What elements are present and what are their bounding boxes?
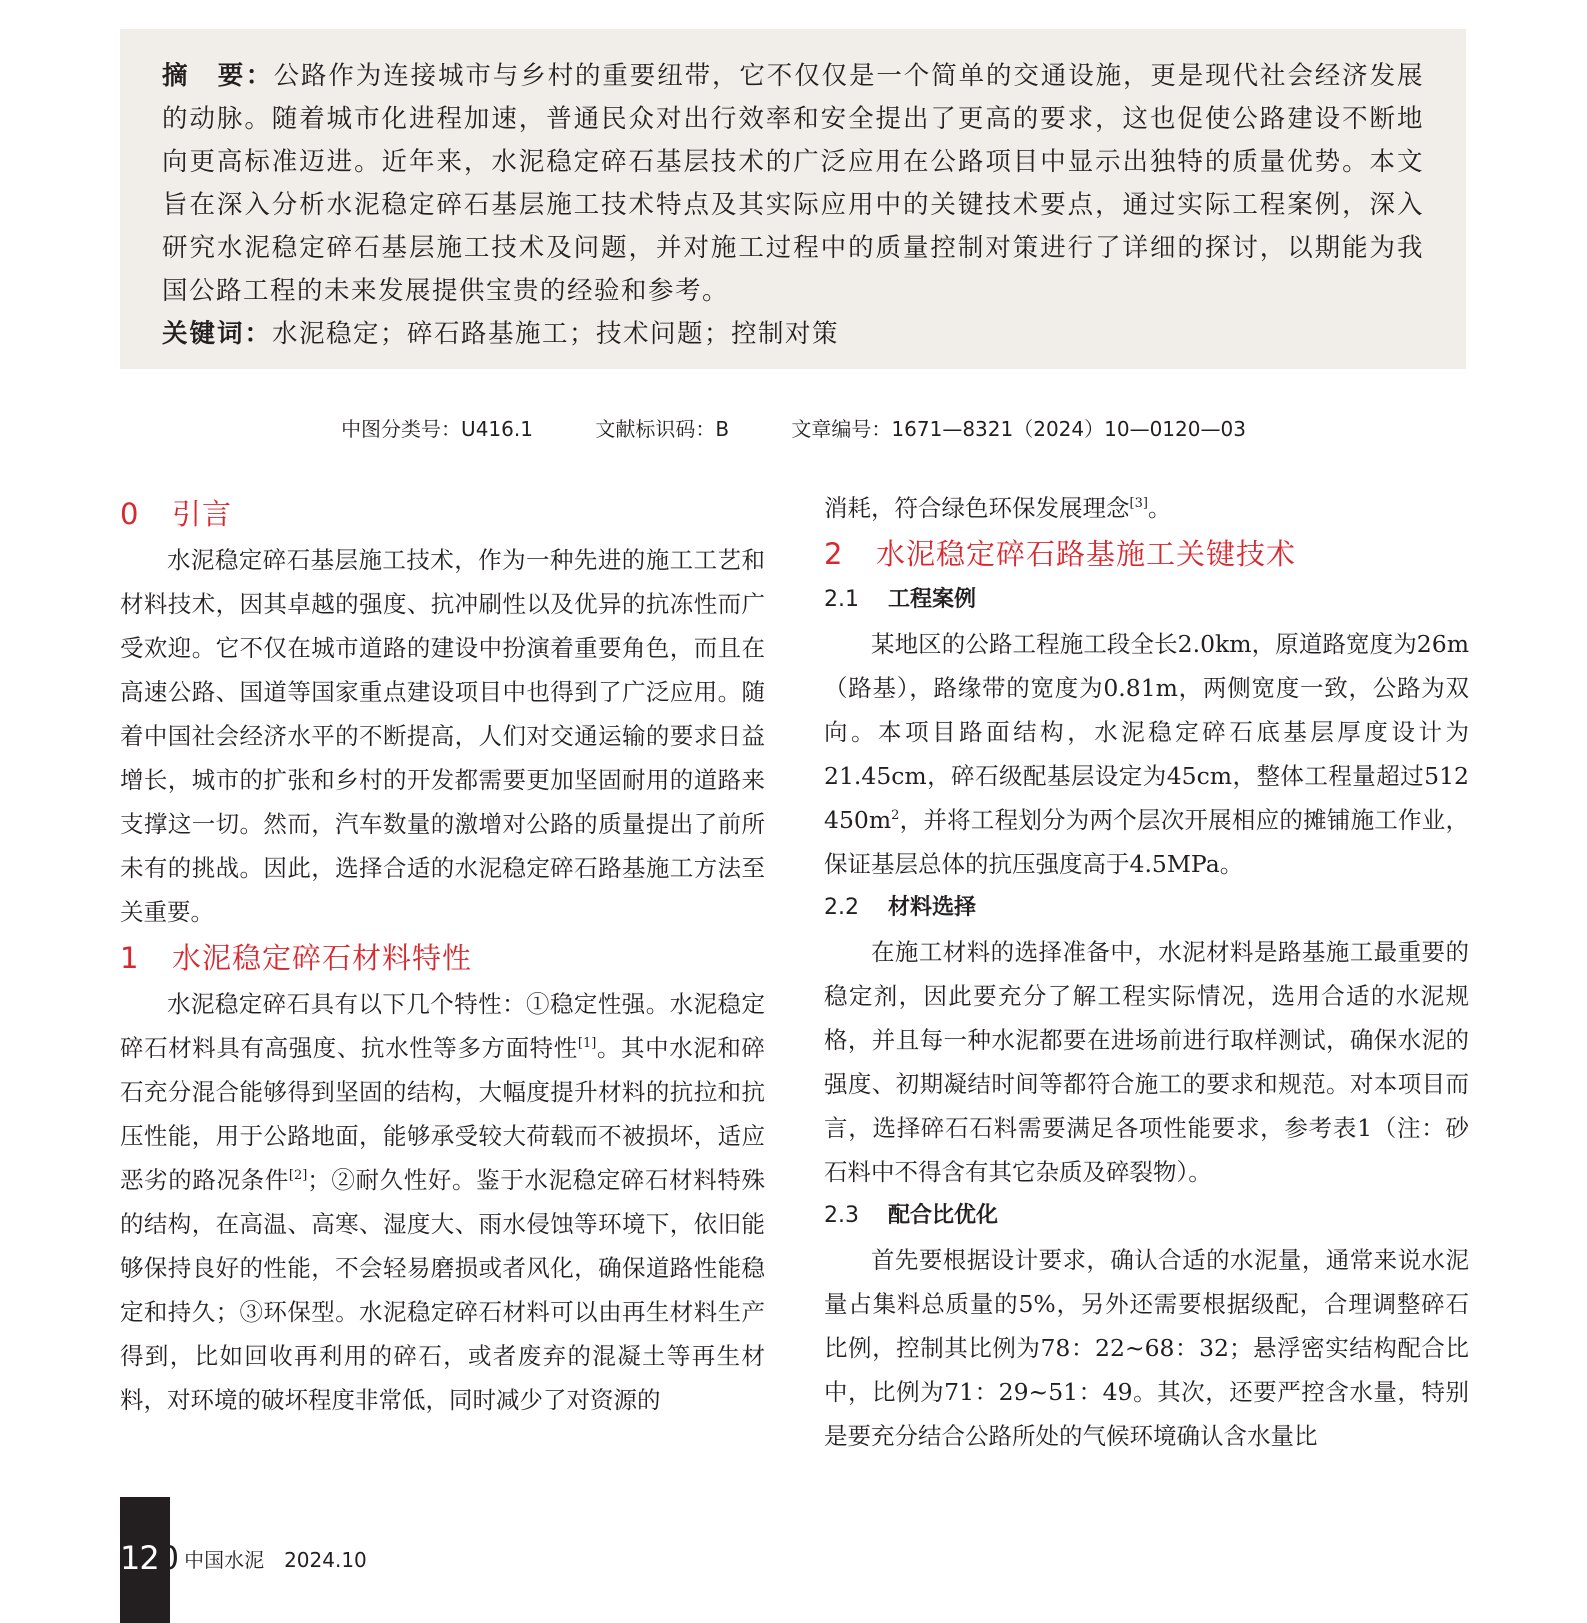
keywords-label: 关键词： bbox=[162, 319, 273, 349]
section-2-number: 2 bbox=[824, 537, 844, 571]
subsection-2-2-paragraph: 在施工材料的选择准备中，水泥材料是路基施工最重要的稳定剂，因此要充分了解工程实际情况，选用合适的水泥规格，并且每一种水泥都要在进场前进行取样测试，确保水泥的强度、初期凝结时间等都符合施工的要求和规范。对本项目而言，选择碎石石料需要满足各项性能要求，参考表1（注：砂石料中不得含有其它杂质及碎裂物）。 bbox=[824, 938, 1469, 1186]
subsection-2-2-number: 2.2 bbox=[824, 895, 859, 920]
abstract-box bbox=[120, 29, 1466, 369]
section-1-text-b: 。其中水泥和碎石充分混合能够得到坚固的结构，大幅度提升材料的抗拉和抗压性能，用于公路地面，能够承受较大荷载而不被损坏，适应恶劣的路况条件 bbox=[120, 1034, 766, 1194]
page-number bbox=[120, 1539, 178, 1577]
section-1-title: 水泥稳定碎石材料特性 bbox=[172, 941, 473, 975]
citation-1: [1] bbox=[577, 1036, 597, 1052]
section-1-heading bbox=[120, 934, 765, 982]
subsection-2-3-heading bbox=[824, 1194, 1469, 1238]
section-1-paragraph bbox=[120, 982, 765, 1422]
section-0-heading bbox=[120, 490, 765, 538]
section-1-text-e: 。 bbox=[1147, 494, 1172, 522]
document-code: 文献标识码：B bbox=[595, 417, 730, 441]
citation-2: [2] bbox=[288, 1168, 308, 1184]
page-number-tail: 0 bbox=[158, 1539, 179, 1577]
section-1-text-c: ；②耐久性好。鉴于水泥稳定碎石材料特殊的结构，在高温、高寒、湿度大、雨水侵蚀等环境下，依旧能够保持良好的性能，不会轻易磨损或者风化，确保道路性能稳定和持久；③环保型。水泥稳定碎石材料可以由再生材料生产得到，比如回收再利用的碎石，或者废弃的混凝土等再生材料，对环境的破坏程度非常低，同时减少了对资源的 bbox=[120, 1166, 766, 1414]
subsection-2-1-paragraph bbox=[824, 622, 1469, 886]
subsection-2-1-heading bbox=[824, 578, 1469, 622]
abstract-paragraph bbox=[162, 55, 1424, 313]
left-column bbox=[120, 490, 765, 1422]
superscript-2: 2 bbox=[891, 808, 900, 824]
section-0-paragraph: 水泥稳定碎石基层施工技术，作为一种先进的施工工艺和材料技术，因其卓越的强度、抗冲刷性以及优异的抗冻性而广受欢迎。它不仅在城市道路的建设中扮演着重要角色，而且在高速公路、国道等国家重点建设项目中也得到了广泛应用。随着中国社会经济水平的不断提高，人们对交通运输的要求日益增长，城市的扩张和乡村的开发都需要更加坚固耐用的道路来支撑这一切。然而，汽车数量的激增对公路的质量提出了前所未有的挑战。因此，选择合适的水泥稳定碎石路基施工方法至关重要。 bbox=[120, 546, 765, 926]
subsection-2-3-title: 配合比优化 bbox=[888, 1203, 999, 1228]
subsection-2-1-text-b: ，并将工程划分为两个层次开展相应的摊铺施工作业，保证基层总体的抗压强度高于4.5MPa。 bbox=[824, 806, 1469, 878]
clc-number: 中图分类号：U416.1 bbox=[341, 417, 533, 441]
section-1-continuation bbox=[824, 486, 1469, 530]
right-column bbox=[824, 486, 1469, 1458]
section-1-number: 1 bbox=[120, 941, 140, 975]
section-1-text-a: 水泥稳定碎石具有以下几个特性：①稳定性强。水泥稳定碎石材料具有高强度、抗水性等多方面特性 bbox=[120, 990, 765, 1062]
citation-3: [3] bbox=[1129, 496, 1148, 512]
subsection-2-2-title: 材料选择 bbox=[888, 895, 977, 920]
classification-line bbox=[0, 413, 1587, 442]
subsection-2-1-text-a: 某地区的公路工程施工段全长2.0km，原道路宽度为26m（路基），路缘带的宽度为0.81m，两侧宽度一致，公路为双向。本项目路面结构，水泥稳定碎石底基层厚度设计为21.45cm，碎石级配基层设定为45cm，整体工程量超过512 450m bbox=[824, 630, 1469, 834]
section-2-title: 水泥稳定碎石路基施工关键技术 bbox=[876, 537, 1297, 571]
page-footer bbox=[120, 1538, 367, 1578]
abstract-text: 公路作为连接城市与乡村的重要纽带，它不仅仅是一个简单的交通设施，更是现代社会经济发展的动脉。随着城市化进程加速，普通民众对出行效率和安全提出了更高的要求，这也促使公路建设不断地向更高标准迈进。近年来，水泥稳定碎石基层技术的广泛应用在公路项目中显示出独特的质量优势。本文旨在深入分析水泥稳定碎石基层施工技术特点及其实际应用中的关键技术要点，通过实际工程案例，深入研究水泥稳定碎石基层施工技术及问题，并对施工过程中的质量控制对策进行了详细的探讨，以期能为我国公路工程的未来发展提供宝贵的经验和参考。 bbox=[162, 61, 1424, 306]
subsection-2-2-heading bbox=[824, 886, 1469, 930]
journal-name: 中国水泥 2024.10 bbox=[184, 1547, 367, 1572]
keywords-text: 水泥稳定；碎石路基施工；技术问题；控制对策 bbox=[272, 319, 840, 349]
section-0-number: 0 bbox=[120, 497, 140, 531]
section-0-title: 引言 bbox=[172, 497, 233, 531]
subsection-2-3-paragraph: 首先要根据设计要求，确认合适的水泥量，通常来说水泥量占集料总质量的5%，另外还需要根据级配，合理调整碎石比例，控制其比例为78：22~68：32；悬浮密实结构配合比中，比例为71：29~51：49。其次，还要严控含水量，特别是要充分结合公路所处的气候环境确认含水量比 bbox=[824, 1246, 1469, 1450]
subsection-2-1-title: 工程案例 bbox=[888, 587, 977, 612]
page-number-head: 12 bbox=[120, 1539, 159, 1577]
article-number: 文章编号：1671—8321（2024）10—0120—03 bbox=[791, 417, 1246, 441]
keywords-line bbox=[162, 313, 1424, 356]
section-2-heading bbox=[824, 530, 1469, 578]
abstract-label: 摘 要： bbox=[162, 61, 274, 91]
section-1-text-d: 消耗，符合绿色环保发展理念 bbox=[824, 494, 1130, 522]
subsection-2-1-number: 2.1 bbox=[824, 587, 859, 612]
subsection-2-3-number: 2.3 bbox=[824, 1203, 859, 1228]
